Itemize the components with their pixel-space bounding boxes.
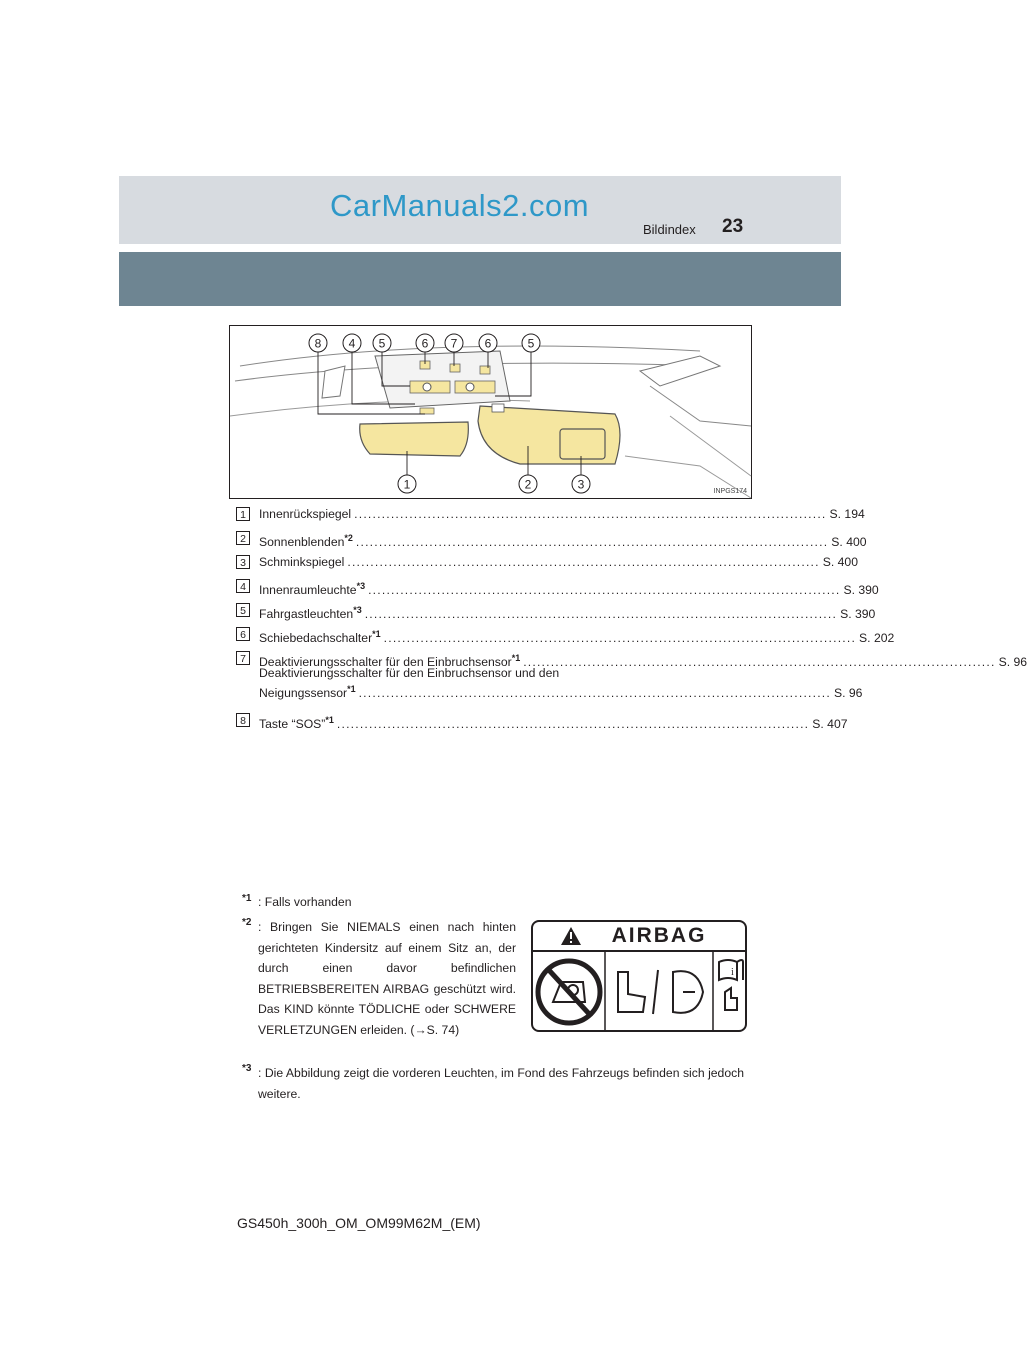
index-number: 8 [236, 713, 250, 727]
overhead-console-illustration [229, 325, 752, 499]
index-row[interactable]: 7 Deaktivierungsschalter für den Einbruchsensor$^{*1}$ ....................................................................................................... S. 96 Deaktivierungsschalter für den Einbruchsensor und den Neigungssensor$^{*1}$ ....................................................................................................... S. 96 [236, 650, 722, 698]
index-page[interactable]: S. 96 [998, 655, 1027, 669]
page-number: 23 [722, 216, 744, 237]
airbag-deploy-icon [618, 970, 703, 1014]
index-page[interactable]: S. 400 [831, 535, 867, 549]
footnote-mark: *2 [242, 917, 252, 928]
index-number: 5 [236, 603, 250, 617]
callout-top-3: 6 [421, 336, 429, 351]
index-label: Taste “SOS” [259, 717, 326, 731]
console-drawing [230, 326, 751, 498]
index-label: Fahrgastleuchten [259, 607, 354, 621]
index-number: 3 [236, 555, 250, 569]
callout-circles-bottom [398, 475, 590, 493]
index-page[interactable]: S. 194 [829, 507, 865, 521]
footnote-2 [236, 917, 517, 1057]
index-page[interactable]: S. 407 [812, 717, 848, 731]
section-band [119, 252, 841, 306]
document-code: GS450h_300h_OM_OM99M62M_(EM) [237, 1215, 481, 1231]
callout-bottom-0: 1 [403, 477, 411, 492]
index-number: 1 [236, 507, 250, 521]
footnote-ref: *1 [511, 653, 521, 663]
footnote-ref: *1 [325, 715, 334, 725]
footnote-ref: *2 [344, 533, 353, 543]
callout-bottom-2: 3 [577, 477, 585, 492]
index-page[interactable]: S. 390 [843, 583, 879, 597]
footnote-ref: *3 [353, 605, 362, 615]
index-number: 2 [236, 531, 250, 545]
no-rear-facing-seat-icon [538, 961, 600, 1023]
index-label-line2: Deaktivierungsschalter für den Einbruchsensor und den [259, 666, 560, 680]
footnote-ref: *3 [356, 581, 366, 591]
brand-watermark[interactable]: CarManuals2.com [330, 188, 590, 223]
index-page[interactable]: S. 96 [833, 686, 863, 700]
svg-text:i: i [731, 967, 734, 978]
index-label: Innenrückspiegel [259, 507, 352, 521]
index-label-line3: Neigungssensor [259, 686, 348, 700]
footnote-text: : Bringen Sie NIEMALS einen nach hinten gerichteten Kindersitz auf einem Sitz an, der durch einen davor befindlichen BETRIEBSBEREITEN AIRBAG geschützt wird. Das KIND könnte TÖDLICHE oder SCHWERE VERLETZUNGEN erleiden. (→S. 74) [258, 920, 516, 1037]
callout-top-1: 4 [348, 336, 356, 351]
index-label: Deaktivierungsschalter für den Einbruchsensor [259, 655, 512, 669]
footnote-mark: *1 [242, 893, 252, 904]
airbag-warning-label [531, 920, 747, 1032]
footnote-ref: *1 [347, 684, 356, 694]
section-title: Bildindex [643, 222, 696, 237]
figure-code: INPGS174 [713, 488, 747, 495]
index-label: Schiebedachschalter [259, 631, 373, 645]
manual-read-icon [719, 960, 743, 1010]
callout-top-0: 8 [314, 336, 322, 351]
airbag-pictograms [533, 952, 745, 1032]
index-number: 4 [236, 579, 250, 593]
footnote-ref: *1 [372, 629, 381, 639]
index-label: Innenraumleuchte [259, 583, 357, 597]
index-page[interactable]: S. 390 [840, 607, 876, 621]
footnote-text: : Die Abbildung zeigt die vorderen Leuchten, im Fond des Fahrzeugs befinden sich jedoch weitere. [258, 1066, 744, 1101]
index-number: 7 [236, 651, 250, 665]
callout-top-2: 5 [378, 336, 386, 351]
index-page[interactable]: S. 400 [822, 555, 858, 569]
airbag-header [533, 922, 745, 952]
airbag-title: AIRBAG [611, 924, 707, 947]
index-page[interactable]: S. 202 [859, 631, 895, 645]
index-label: Sonnenblenden [259, 535, 345, 549]
callout-bottom-1: 2 [524, 477, 532, 492]
callout-top-5: 6 [484, 336, 492, 351]
footnote-mark: *3 [242, 1063, 252, 1074]
warning-triangle-icon [560, 926, 582, 946]
callout-top-4: 7 [450, 336, 458, 351]
index-number: 6 [236, 627, 250, 641]
footnote-text: : Falls vorhanden [258, 895, 352, 909]
index-label: Schminkspiegel [259, 555, 345, 569]
callout-top-6: 5 [527, 336, 535, 351]
